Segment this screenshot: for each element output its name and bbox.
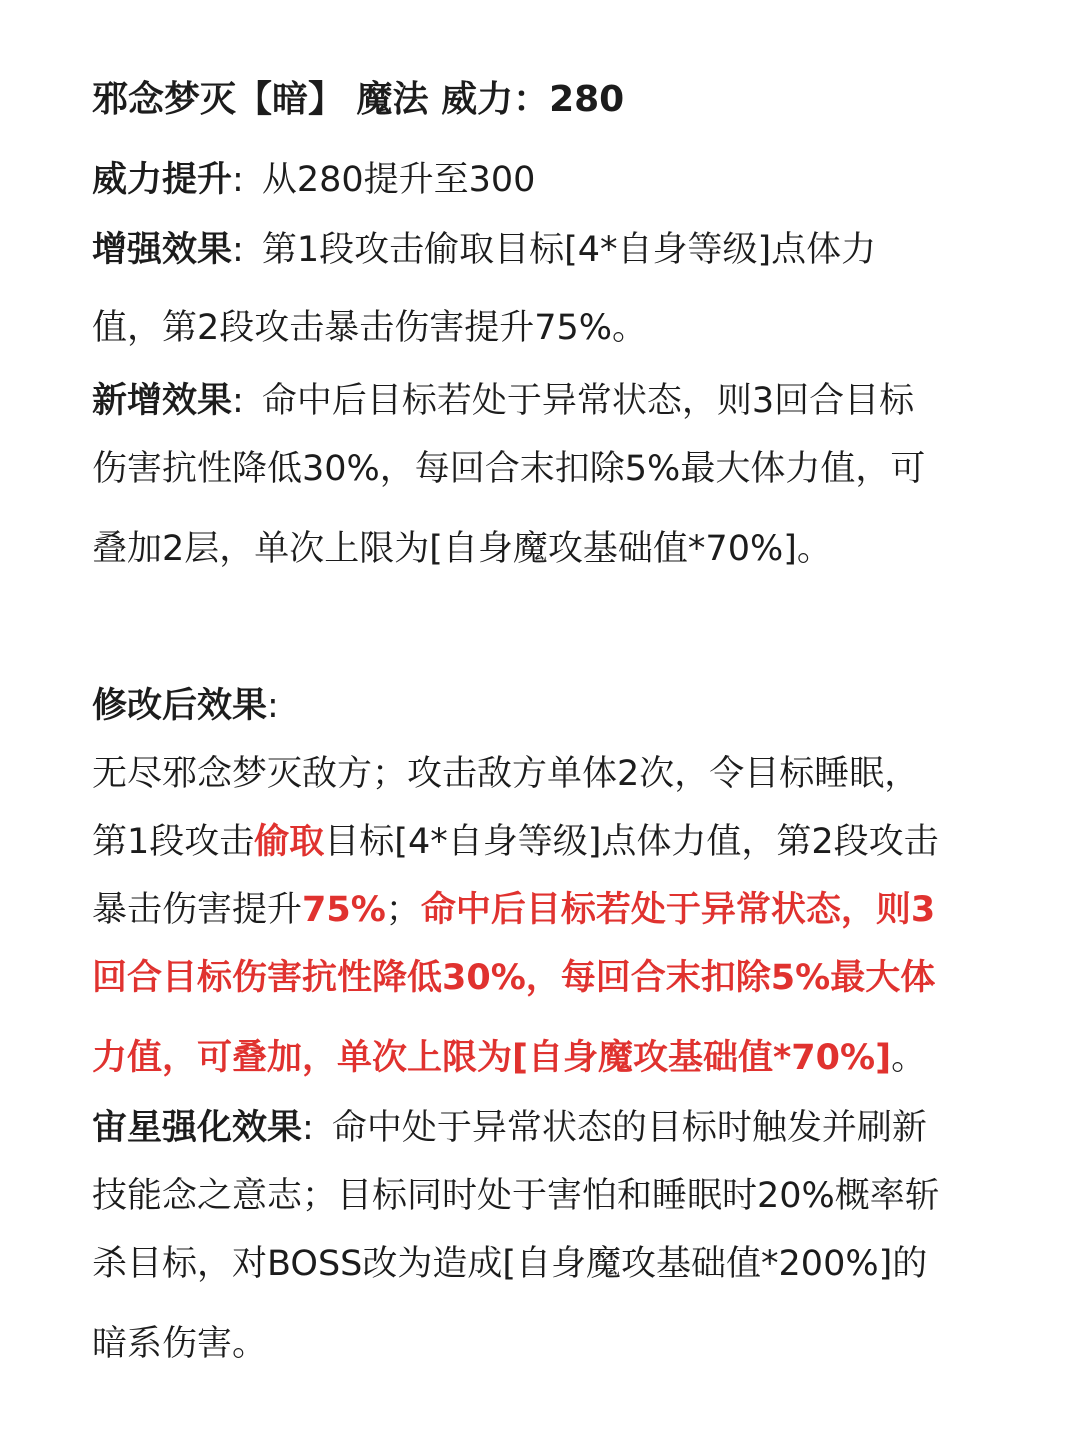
star-line-2: 技能念之意志；目标同时处于害怕和睡眠时20%概率斩 (92, 1176, 940, 1216)
star-line-3: 杀目标，对BOSS改为造成[自身魔攻基础值*200%]的 (92, 1244, 928, 1284)
modified-line-5 (92, 1030, 997, 1086)
power-up-section (92, 152, 997, 208)
modified-line-4: 回合目标伤害抗性降低30%，每回合末扣除5%最大体 (92, 958, 936, 998)
new-effect-line-2: 伤害抗性降低30%，每回合末扣除5%最大体力值，可 (92, 449, 926, 489)
modified-highlight-75: 75% (302, 890, 386, 930)
enhance-section (92, 222, 997, 356)
skill-title: 邪念梦灭【暗】 魔法 威力：280 (92, 79, 625, 120)
new-effect-label: 新增效果 (92, 381, 233, 421)
modified-line-5-red: 力值，可叠加，单次上限为[自身魔攻基础值*70%] (92, 1038, 892, 1078)
new-effect-line-3: 叠加2层，单次上限为[自身魔攻基础值*70%]。 (92, 529, 832, 569)
new-effect-section (92, 373, 997, 577)
modified-line-5-end: 。 (891, 1038, 927, 1078)
modified-line-1: 无尽邪念梦灭敌方；攻击敌方单体2次，令目标睡眠， (92, 754, 920, 794)
modified-line-3-a: 暴击伤害提升 (92, 890, 303, 930)
star-line-4: 暗系伤害。 (92, 1324, 268, 1364)
star-label: 宙星强化效果 (92, 1108, 303, 1148)
modified-heading (92, 678, 997, 734)
modified-line-2-a: 第1段攻击 (92, 822, 255, 862)
power-up-text: 从280提升至300 (261, 160, 536, 200)
modified-colon: : (267, 686, 279, 726)
power-up-line (92, 152, 997, 208)
modified-section (92, 678, 997, 1086)
modified-label: 修改后效果 (92, 686, 268, 726)
power-up-colon: : (232, 160, 244, 200)
modified-highlight-abnormal: 命中后目标若处于异常状态，则3 (420, 890, 936, 930)
new-effect-colon: : (232, 381, 244, 421)
enhance-line-1 (92, 222, 997, 278)
star-text-1: 命中处于异常状态的目标时触发并刷新 (331, 1108, 927, 1148)
modified-line-3 (92, 882, 997, 938)
star-colon: : (302, 1108, 314, 1148)
enhance-line-2: 值，第2段攻击暴击伤害提升75%。 (92, 308, 648, 348)
enhance-label: 增强效果 (92, 230, 233, 270)
enhance-text-1: 第1段攻击偷取目标[4*自身等级]点体力 (261, 230, 877, 270)
new-effect-text-1: 命中后目标若处于异常状态，则3回合目标 (261, 381, 915, 421)
star-section (92, 1100, 997, 1372)
modified-line-2-b: 目标[4*自身等级]点体力值，第2段攻击 (324, 822, 939, 862)
star-line-1 (92, 1100, 997, 1156)
modified-line-2 (92, 814, 997, 870)
power-up-label: 威力提升 (92, 160, 233, 200)
modified-line-3-b: ； (385, 890, 421, 930)
new-effect-line-1 (92, 373, 997, 429)
enhance-colon: : (232, 230, 244, 270)
modified-highlight-steal: 偷取 (254, 822, 325, 862)
